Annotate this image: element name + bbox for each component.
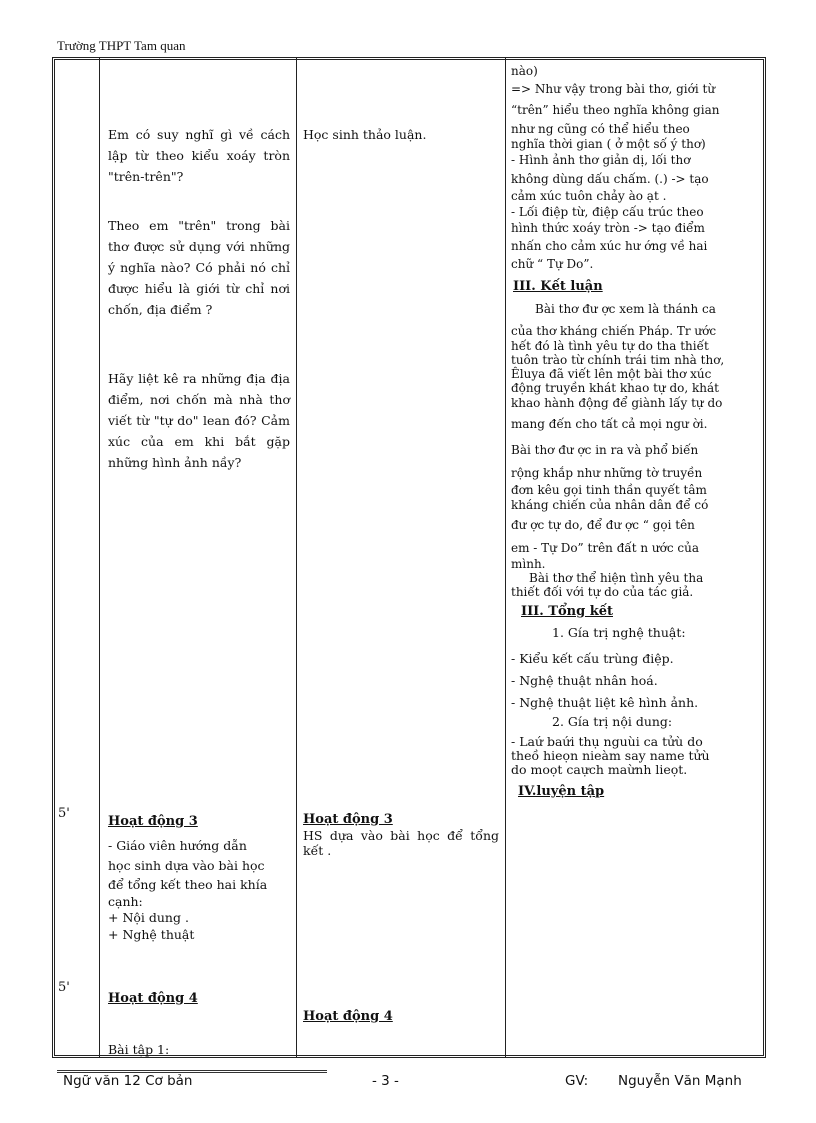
content-line: - Lối điệp từ, điệp cấu trúc theo xyxy=(511,205,704,219)
instruction-line: học sinh dựa vào bài học xyxy=(108,858,265,873)
content-line: “trên” hiểu theo nghĩa không gian xyxy=(511,103,720,117)
art-item: - Nghệ thuật nhân hoá. xyxy=(511,673,658,688)
question-1: Em có suy nghĩ gì về cách lập từ theo kiểu xoáy tròn "trên-trên"? xyxy=(108,127,290,184)
conclusion-line: động truyền khát khao tự do, khát xyxy=(511,381,719,395)
conclusion-line: Bài thơ đư ợc in ra và phổ biến xyxy=(511,443,699,457)
teacher-name: Nguyễn Văn Mạnh xyxy=(618,1073,742,1089)
conclusion-line: em - Tự Do” trên đất n ước của xyxy=(511,541,700,555)
summary-title: III. Tổng kết xyxy=(521,604,613,619)
conclusion-text xyxy=(511,296,763,599)
conclusion-line: đơn kêu gọi tinh thần quyết tâm xyxy=(511,483,707,497)
conclusion-line: Bài thơ thể hiện tình yêu tha xyxy=(529,571,704,585)
footer-subject: Ngữ văn 12 Cơ bản xyxy=(63,1073,193,1089)
page-number: - 3 - xyxy=(372,1073,399,1089)
content-line: không dùng dấu chấm. (.) -> tạo xyxy=(511,172,709,186)
content-line: - Hình ảnh thơ giản dị, lối thơ xyxy=(511,153,691,167)
conclusion-line: kháng chiến của nhân dân để có xyxy=(511,498,709,512)
content-line: nhấn cho cảm xúc hư ớng về hai xyxy=(511,239,708,253)
instruction-line: - Giáo viên hướng dẫn xyxy=(108,838,247,853)
content-value-title: 2. Gía trị nội dung: xyxy=(552,714,673,729)
art-item: - Nghệ thuật liệt kê hình ảnh. xyxy=(511,695,699,710)
time-marker-2: 5' xyxy=(58,980,70,995)
practice-title: IV.luyện tập xyxy=(518,784,605,799)
instruction-line: để tổng kết theo hai khía xyxy=(108,877,268,892)
conclusion-line: hết đó là tình yêu tự do tha thiết xyxy=(511,339,709,353)
conclusion-line: của thơ kháng chiến Pháp. Tr ước xyxy=(511,324,717,338)
conclusion-title: III. Kết luận xyxy=(513,279,603,294)
column-divider-3 xyxy=(505,57,506,1058)
art-value-list xyxy=(511,648,763,714)
question-2: Theo em "trên" trong bài thơ được sử dụng với những ý nghĩa nào? Có phải nó chỉ được hiểu là giới từ chỉ nơi chốn, địa điểm ? xyxy=(108,218,290,317)
conclusion-line: mang đến cho tất cả mọi ngư ời. xyxy=(511,417,708,431)
column-divider-2 xyxy=(296,57,297,1058)
conclusion-line: khao hành động để giành lấy tự do xyxy=(511,396,723,410)
conclusion-line: Bài thơ đư ợc xem là thánh ca xyxy=(535,302,716,316)
student-activity-3-text: HS dựa vào bài học để tổng kết . xyxy=(303,828,499,858)
art-item: - Kiểu kết cấu trùng điệp. xyxy=(511,651,674,666)
conclusion-line: tuôn trào từ chính trái tim nhà thơ, xyxy=(511,353,725,367)
question-3: Hãy liệt kê ra những địa địa điểm, nơi chốn mà nhà thơ viết từ "tự do" lean đó? Cảm xúc của em khi bắt gặp những hình ảnh nầy? xyxy=(108,371,290,470)
activity-3-title: Hoạt động 3 xyxy=(108,814,198,829)
content-line: nào) xyxy=(511,64,538,78)
content-value-line: do moọt caựch maừnh lieọt. xyxy=(511,762,688,777)
content-line: nghĩa thời gian ( ở một số ý thơ) xyxy=(511,137,706,151)
teacher-label: GV: xyxy=(565,1073,589,1089)
conclusion-line: mình. xyxy=(511,557,546,571)
activity-3-instructions xyxy=(108,835,290,943)
conclusion-line: rộng khắp như những tờ truyền xyxy=(511,466,703,480)
content-value-line: - Laứ baứi thụ nguùi ca tửù do xyxy=(511,734,703,749)
content-line: => Như vậy trong bài thơ, giới từ xyxy=(511,82,716,96)
student-discussion: Học sinh thảo luận. xyxy=(303,127,427,142)
school-name: Trường THPT Tam quan xyxy=(57,38,186,53)
student-activity-4-title: Hoạt động 4 xyxy=(303,1009,393,1024)
content-value-line: theồ hieọn nieàm say name tửù xyxy=(511,748,710,763)
activity-4-title: Hoạt động 4 xyxy=(108,991,198,1006)
art-value-title: 1. Gía trị nghệ thuật: xyxy=(552,625,686,640)
student-activity-3-title: Hoạt động 3 xyxy=(303,812,393,827)
column-divider-1 xyxy=(99,57,100,1058)
instruction-line: + Nghệ thuật xyxy=(108,927,195,942)
content-value-text xyxy=(511,735,763,777)
exercise-label: Bài tập 1: xyxy=(108,1042,170,1057)
conclusion-line: thiết đối với tự do của tác giả. xyxy=(511,585,694,599)
content-line: như ng cũng có thể hiểu theo xyxy=(511,122,690,136)
conclusion-line: đư ợc tự do, để đư ợc “ gọi tên xyxy=(511,518,695,532)
instruction-line: + Nội dung . xyxy=(108,910,189,925)
content-line: hình thức xoáy tròn -> tạo điểm xyxy=(511,221,705,235)
time-marker-1: 5' xyxy=(58,806,70,821)
content-analysis xyxy=(511,63,763,271)
content-line: cảm xúc tuôn chảy ào ạt . xyxy=(511,189,667,203)
conclusion-line: Êluya đã viết lên một bài thơ xúc xyxy=(511,367,712,381)
content-line: chữ “ Tự Do”. xyxy=(511,257,594,271)
instruction-line: cạnh: xyxy=(108,894,143,909)
